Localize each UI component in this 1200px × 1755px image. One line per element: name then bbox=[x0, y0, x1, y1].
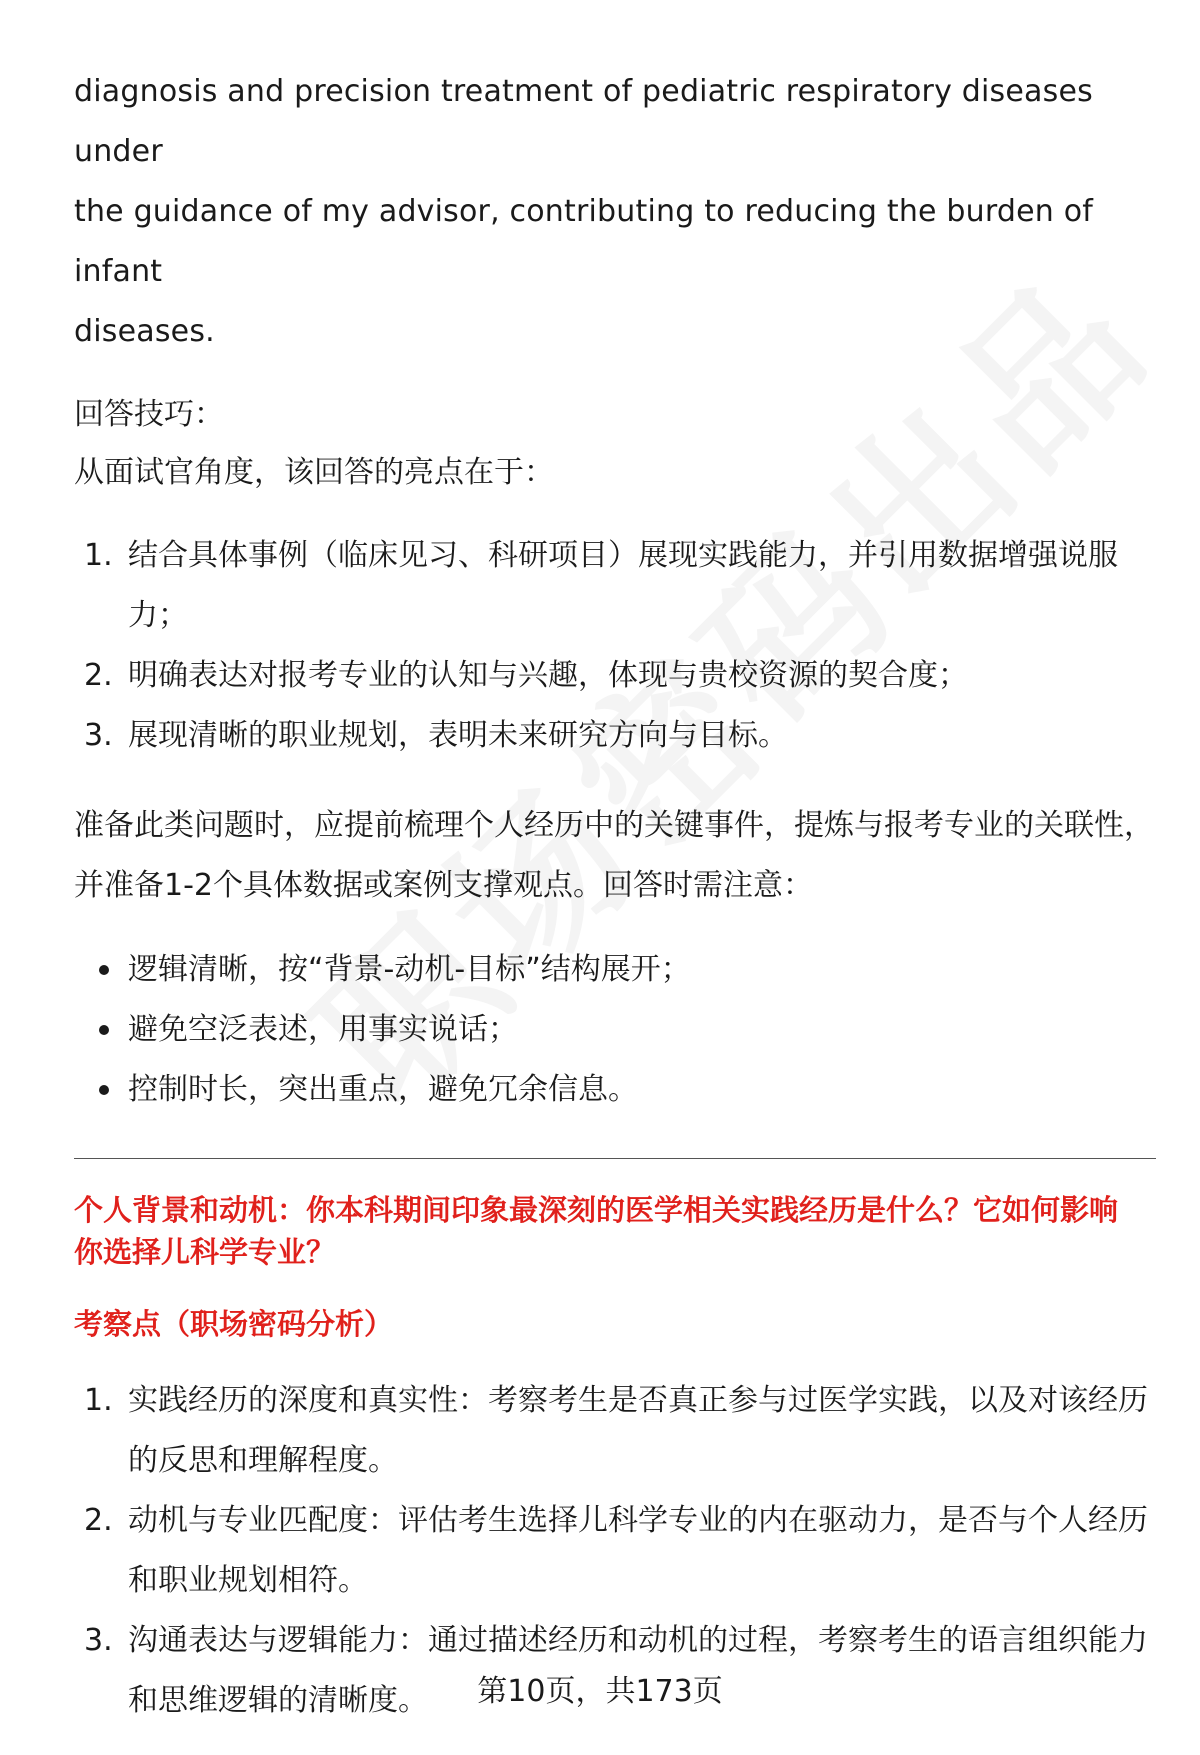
bullet-item bbox=[74, 1060, 1154, 1120]
list-item-line: 力； bbox=[128, 598, 188, 633]
prep-line: 并准备1-2个具体数据或案例支撑观点。回答时需注意： bbox=[74, 868, 813, 903]
list-item-line: 实践经历的深度和真实性：考察考生是否真正参与过医学实践，以及对该经历 bbox=[128, 1383, 1148, 1418]
bullet-item bbox=[74, 1000, 1154, 1060]
list-item bbox=[74, 526, 1154, 646]
section-divider bbox=[74, 1158, 1156, 1159]
list-item-line: 明确表达对报考专业的认知与兴趣，体现与贵校资源的契合度； bbox=[128, 658, 968, 693]
document-page bbox=[74, 62, 1154, 1731]
bullet-dot-icon bbox=[99, 1085, 109, 1095]
list-item bbox=[74, 1371, 1154, 1491]
list-item bbox=[74, 706, 1154, 766]
list-item-line: 和职业规划相符。 bbox=[128, 1563, 368, 1598]
intro-line: diagnosis and precision treatment of pediatric respiratory diseases under bbox=[74, 74, 1093, 169]
list-item-line: 结合具体事例（临床见习、科研项目）展现实践能力，并引用数据增强说服 bbox=[128, 538, 1118, 573]
bullet-text: 控制时长，突出重点，避免冗余信息。 bbox=[128, 1072, 638, 1107]
question-heading-line: 你选择儿科学专业？ bbox=[74, 1235, 336, 1269]
list-item-line: 动机与专业匹配度：评估考生选择儿科学专业的内在驱动力，是否与个人经历 bbox=[128, 1503, 1148, 1538]
list-item-line: 展现清晰的职业规划，表明未来研究方向与目标。 bbox=[128, 718, 788, 753]
question-heading-line: 个人背景和动机：你本科期间印象最深刻的医学相关实践经历是什么？它如何影响 bbox=[74, 1193, 1119, 1227]
tips-label: 回答技巧： bbox=[74, 397, 224, 432]
list-item-line: 沟通表达与逻辑能力：通过描述经历和动机的过程，考察考生的语言组织能力 bbox=[128, 1623, 1148, 1658]
tips-lead: 从面试官角度，该回答的亮点在于： bbox=[74, 455, 554, 490]
list-number: 1. bbox=[84, 1383, 113, 1418]
list-item bbox=[74, 1611, 1154, 1731]
bullet-dot-icon bbox=[99, 1025, 109, 1035]
list-item bbox=[74, 646, 1154, 706]
bullet-text: 逻辑清晰，按“背景-动机-目标”结构展开； bbox=[128, 952, 691, 987]
list-number: 3. bbox=[84, 1623, 113, 1658]
intro-paragraph bbox=[74, 62, 1154, 362]
bullet-dot-icon bbox=[99, 965, 109, 975]
question-heading bbox=[74, 1189, 1154, 1273]
bullet-text: 避免空泛表述，用事实说话； bbox=[128, 1012, 518, 1047]
intro-line: diseases. bbox=[74, 314, 215, 349]
list-number: 2. bbox=[84, 658, 113, 693]
list-item-line: 和思维逻辑的清晰度。 bbox=[128, 1683, 428, 1718]
list-number: 2. bbox=[84, 1503, 113, 1538]
prep-line: 准备此类问题时，应提前梳理个人经历中的关键事件，提炼与报考专业的关联性， bbox=[74, 808, 1154, 843]
list-number: 1. bbox=[84, 538, 113, 573]
prep-paragraph bbox=[74, 796, 1154, 916]
list-number: 3. bbox=[84, 718, 113, 753]
page-footer: 第10页，共173页 bbox=[477, 1674, 723, 1709]
tips-bullet-list bbox=[74, 940, 1154, 1120]
bullet-item bbox=[74, 940, 1154, 1000]
assessment-subheading: 考察点（职场密码分析） bbox=[74, 1307, 394, 1341]
list-item bbox=[74, 1491, 1154, 1611]
list-item-line: 的反思和理解程度。 bbox=[128, 1443, 398, 1478]
tips-numbered-list bbox=[74, 526, 1154, 766]
intro-line: the guidance of my advisor, contributing to reducing the burden of infant bbox=[74, 194, 1094, 289]
